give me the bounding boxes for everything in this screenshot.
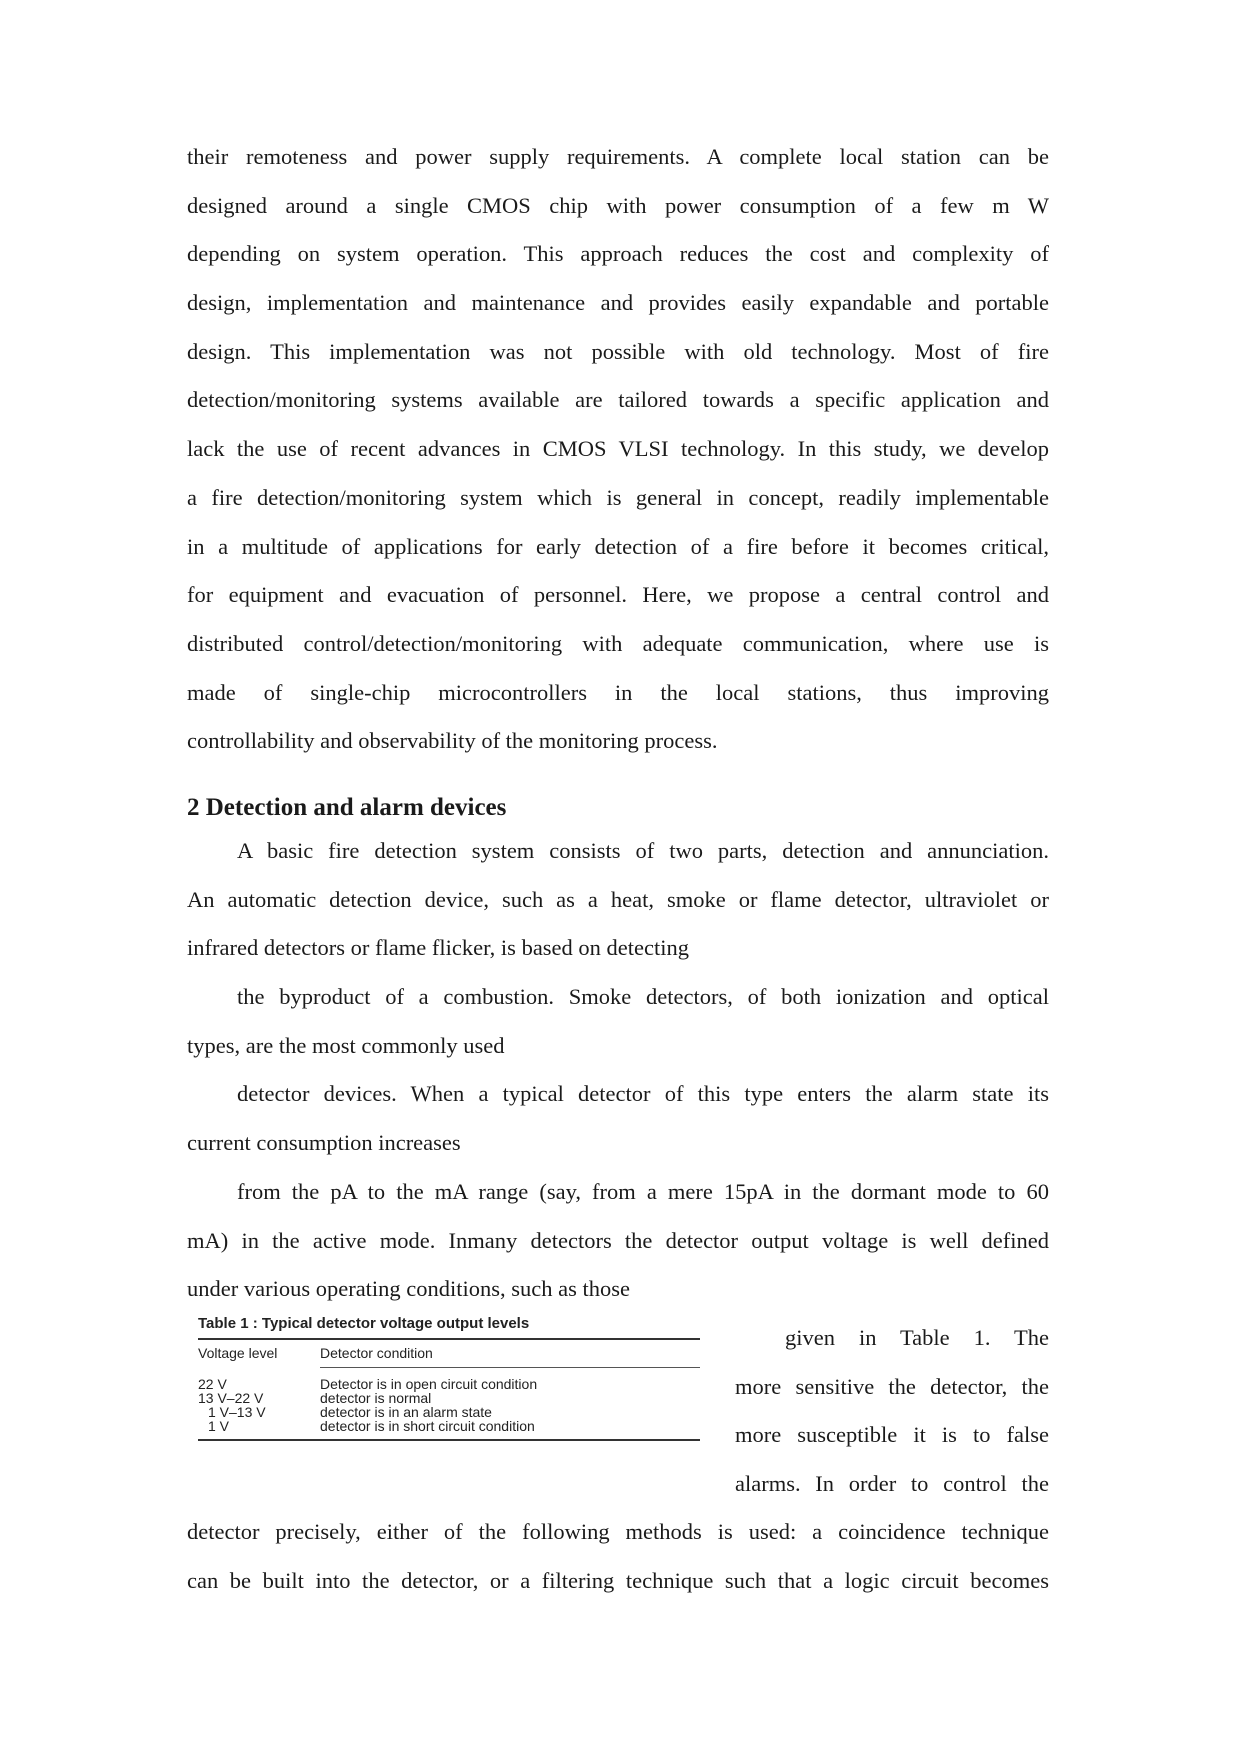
text-line: alarms. In order to control the xyxy=(735,1471,1049,1497)
text-line: a fire detection/monitoring system which is general in concept, readily implementable xyxy=(187,484,1049,510)
text-line: made of single-chip microcontrollers in the local stations, thus improving xyxy=(187,679,1049,705)
text-line: under various operating conditions, such as those xyxy=(187,1276,631,1302)
condition-cell: detector is normal xyxy=(320,1390,432,1406)
table-header-row xyxy=(198,1340,700,1368)
text-line: mA) in the active mode. Inmany detectors the detector output voltage is well defined xyxy=(187,1227,1049,1253)
table-row xyxy=(198,1391,700,1405)
text-line: detector precisely, either of the following methods is used: a coincidence technique xyxy=(187,1519,1049,1544)
text-line: the byproduct of a combustion. Smoke detectors, of both ionization and optical xyxy=(237,984,1049,1010)
text-line: depending on system operation. This approach reduces the cost and complexity of xyxy=(187,241,1049,267)
text-line: lack the use of recent advances in CMOS VLSI technology. In this study, we develop xyxy=(187,436,1049,462)
text-line: more susceptible it is to false xyxy=(735,1422,1049,1448)
text-line: detection/monitoring systems available are tailored towards a specific application and xyxy=(187,387,1049,413)
table-row xyxy=(198,1419,700,1439)
condition-cell: detector is in short circuit condition xyxy=(320,1418,535,1434)
table-bottom-rule xyxy=(198,1439,700,1441)
paragraph-side xyxy=(735,1314,1049,1509)
section-heading: 2 Detection and alarm devices xyxy=(187,794,507,821)
table-caption: Table 1 : Typical detector voltage output levels xyxy=(198,1315,530,1332)
table-row xyxy=(198,1405,700,1419)
text-line: design, implementation and maintenance and provides easily expandable and portable xyxy=(187,290,1049,316)
text-line: detector devices. When a typical detector of this type enters the alarm state its xyxy=(237,1081,1049,1107)
text-line: An automatic detection device, such as a heat, smoke or flame detector, ultraviolet or xyxy=(187,886,1049,912)
text-line: designed around a single CMOS chip with power consumption of a few m W xyxy=(187,192,1049,218)
table-row xyxy=(198,1368,700,1392)
column-header-voltage: Voltage level xyxy=(198,1345,278,1362)
text-line: design. This implementation was not possible with old technology. Most of fire xyxy=(187,338,1049,364)
paragraph-detection xyxy=(187,827,1049,1314)
voltage-table xyxy=(198,1340,700,1439)
text-line: their remoteness and power supply requirements. A complete local station can be xyxy=(187,144,1049,169)
text-line: controllability and observability of the monitoring process. xyxy=(187,728,718,754)
voltage-cell: 1 V–13 V xyxy=(208,1404,266,1420)
voltage-cell: 1 V xyxy=(208,1418,230,1434)
text-line: for equipment and evacuation of personnel. Here, we propose a central control and xyxy=(187,582,1049,608)
table-1 xyxy=(198,1314,700,1441)
text-line: current consumption increases xyxy=(187,1130,461,1156)
text-line: can be built into the detector, or a filtering technique such that a logic circuit becomes xyxy=(187,1567,1049,1593)
text-line: distributed control/detection/monitoring with adequate communication, where use is xyxy=(187,630,1049,656)
column-header-condition: Detector condition xyxy=(320,1340,700,1368)
text-line: types, are the most commonly used xyxy=(187,1032,505,1058)
text-line: more sensitive the detector, the xyxy=(735,1373,1049,1399)
voltage-cell: 13 V–22 V xyxy=(198,1390,264,1406)
text-line: infrared detectors or flame flicker, is based on detecting xyxy=(187,935,690,961)
text-line: given in Table 1. The xyxy=(785,1325,1049,1350)
text-line: in a multitude of applications for early detection of a fire before it becomes critical, xyxy=(187,533,1049,559)
paragraph-intro xyxy=(187,133,1049,766)
text-line: A basic fire detection system consists of two parts, detection and annunciation. xyxy=(237,838,1049,863)
paragraph-bottom xyxy=(187,1508,1049,1605)
condition-cell: Detector is in open circuit condition xyxy=(320,1376,538,1392)
voltage-cell: 22 V xyxy=(198,1375,227,1392)
condition-cell: detector is in an alarm state xyxy=(320,1404,492,1420)
text-line: from the pA to the mA range (say, from a mere 15pA in the dormant mode to 60 xyxy=(237,1178,1049,1204)
